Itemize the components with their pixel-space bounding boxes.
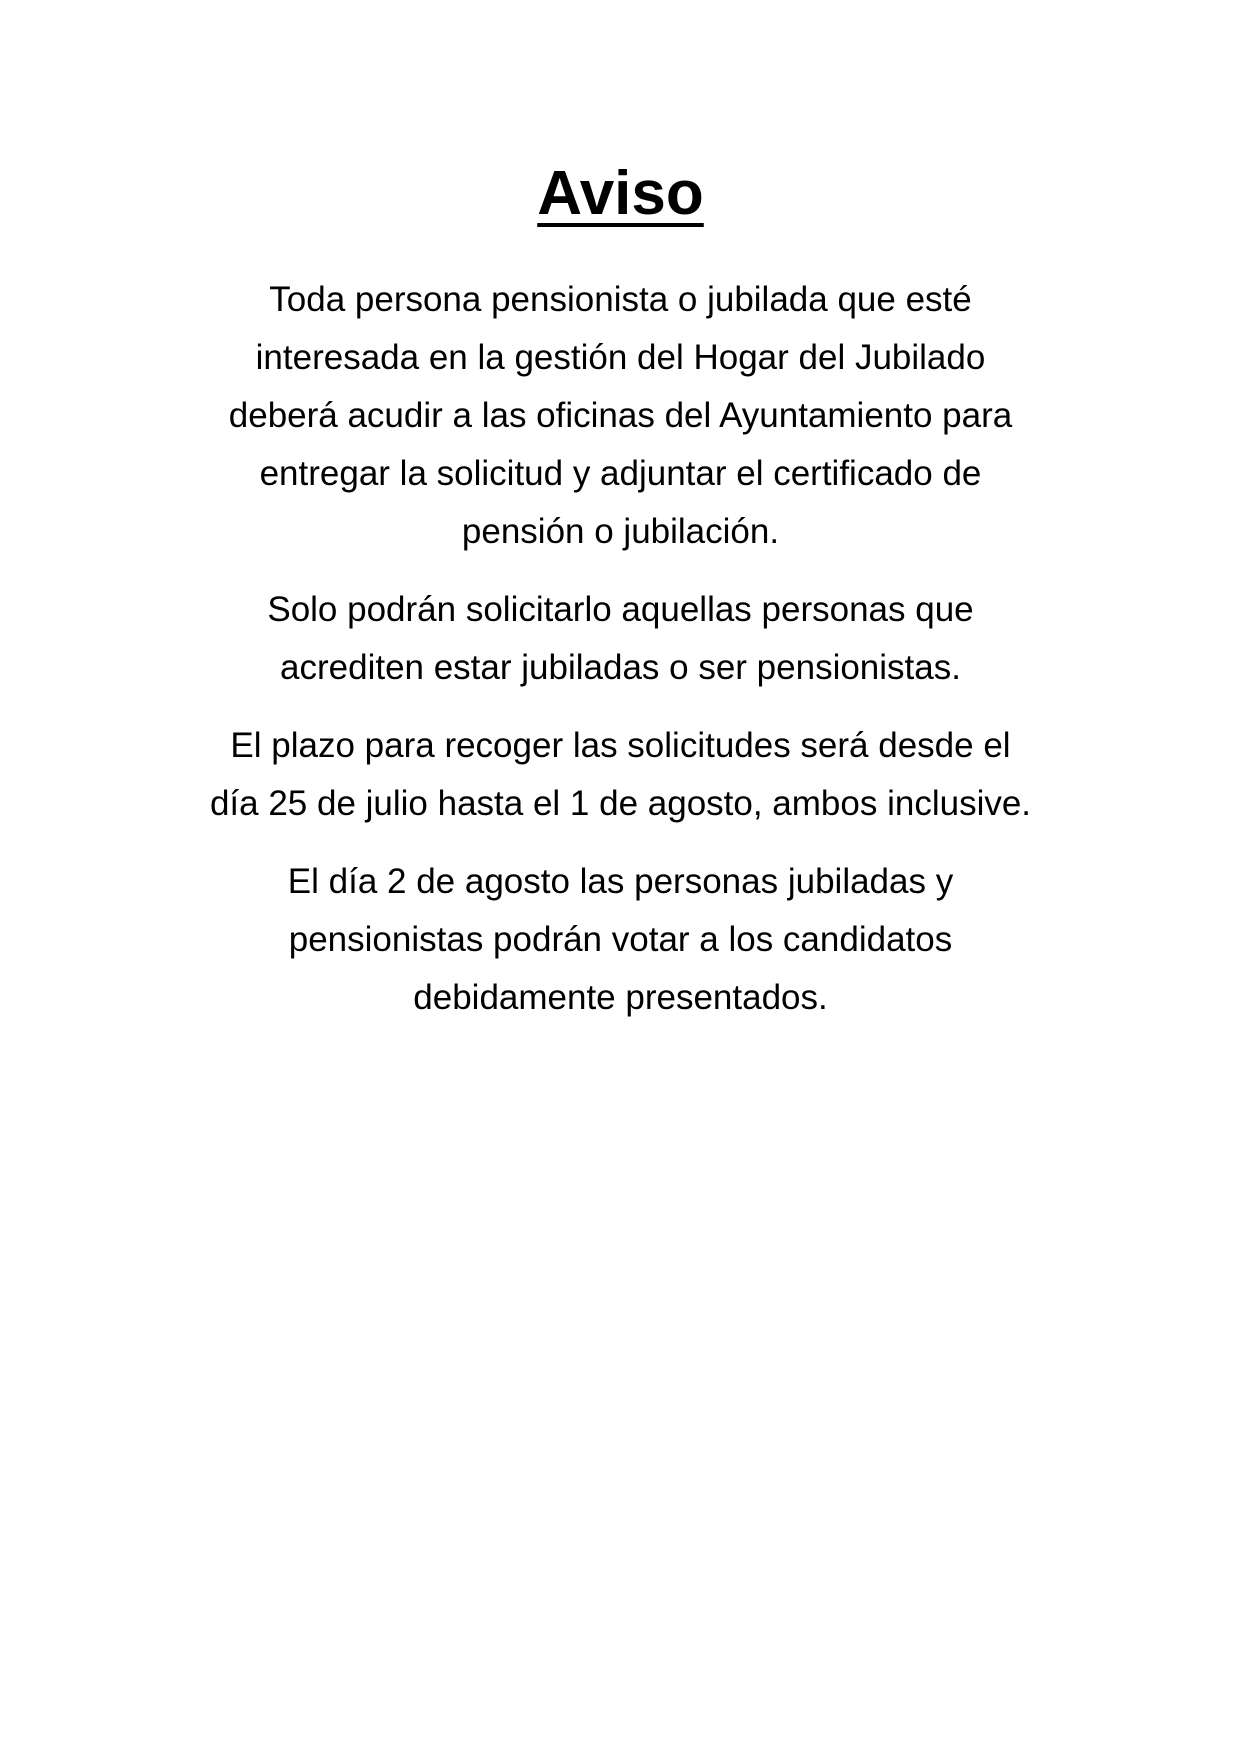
notice-title: [0, 158, 1241, 230]
notice-title-text: Aviso: [537, 159, 704, 228]
paragraph-eligibility: [0, 271, 1241, 561]
paragraph-line: debidamente presentados.: [413, 978, 828, 1017]
paragraph-line: entregar la solicitud y adjuntar el certificado de: [259, 454, 982, 493]
notice-body: [0, 271, 1241, 1047]
paragraph-line: El día 2 de agosto las personas jubiladas y: [287, 862, 954, 901]
paragraph-vote: [0, 853, 1241, 1027]
paragraph-line: interesada en la gestión del Hogar del Jubilado: [255, 338, 986, 377]
paragraph-line: deberá acudir a las oficinas del Ayuntamiento para: [228, 396, 1013, 435]
paragraph-line: Toda persona pensionista o jubilada que esté: [269, 280, 972, 319]
paragraph-line: pensión o jubilación.: [461, 512, 780, 551]
paragraph-line: Solo podrán solicitarlo aquellas personas que: [267, 590, 974, 629]
paragraph-line: pensionistas podrán votar a los candidatos: [288, 920, 953, 959]
paragraph-deadline: [0, 717, 1241, 833]
paragraph-requirement: [0, 581, 1241, 697]
paragraph-line: El plazo para recoger las solicitudes será desde el: [230, 726, 1011, 765]
paragraph-line: día 25 de julio hasta el 1 de agosto, ambos inclusive.: [209, 784, 1032, 823]
paragraph-line: acrediten estar jubiladas o ser pensionistas.: [280, 648, 961, 687]
